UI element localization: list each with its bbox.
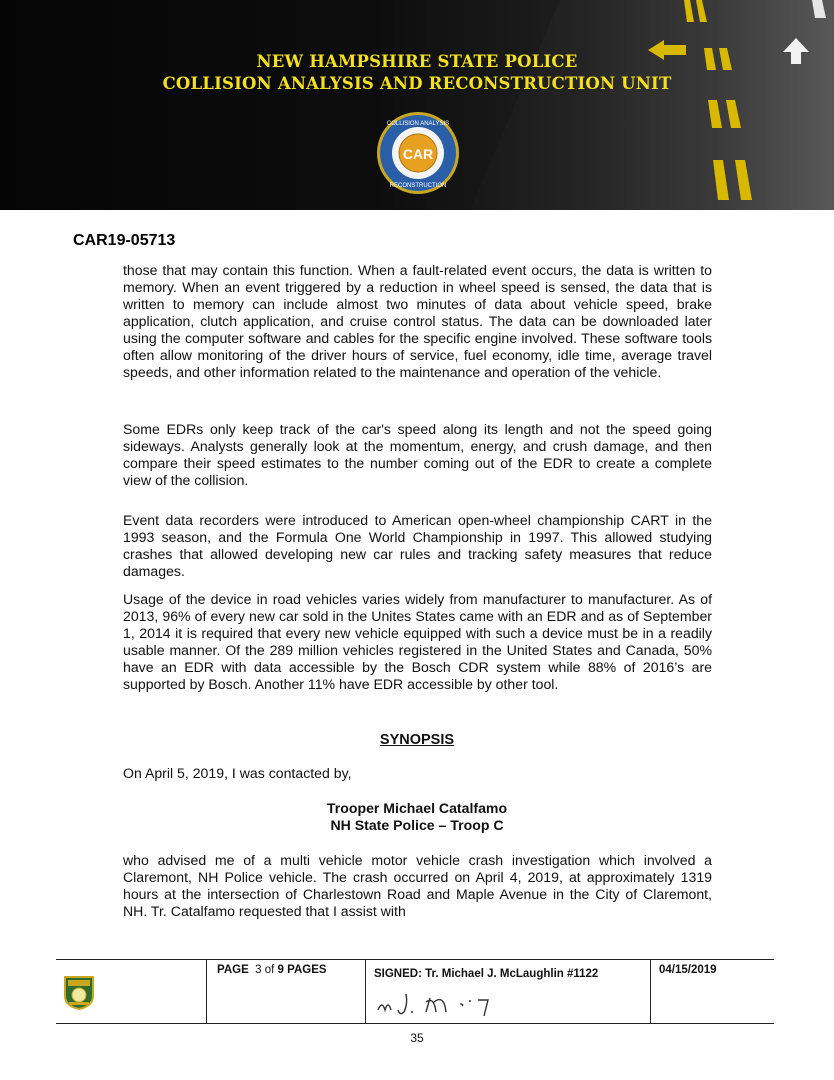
page-count-label [217, 964, 327, 976]
page-current: 3 [255, 964, 262, 976]
footer-badge-cell [56, 960, 207, 1023]
seal-ring-top-text: COLLISION ANALYSIS [386, 121, 450, 127]
synopsis-contacted: On April 5, 2019, I was contacted by, [123, 765, 352, 781]
car-unit-seal [375, 110, 461, 196]
paragraph-edr-history: Event data recorders were introduced to American open-wheel championship CART in the 1993 season, and the Formula One World Championship in 1997. This allowed studying crashes that allowed developing new car rules and tracking safety measures that reduce damages. [123, 512, 712, 579]
page-number: 35 [410, 1031, 424, 1045]
footer-signed-cell [366, 960, 651, 1023]
signed-date: 04/15/2019 [659, 964, 717, 976]
signed-label: SIGNED: Tr. Michael J. McLaughlin #1122 [374, 968, 599, 980]
contact-name: Trooper Michael Catalfamo [326, 800, 508, 816]
report-id: CAR19-05713 [73, 232, 176, 249]
footer-date-cell [651, 960, 774, 1023]
seal-ring-bottom-text: RECONSTRUCTION [389, 183, 447, 189]
footer-page-cell [207, 960, 366, 1023]
contact-unit: NH State Police – Troop C [330, 817, 504, 833]
page-word: PAGE [217, 964, 249, 976]
footer-table [56, 959, 774, 1024]
state-police-badge-icon [62, 974, 96, 1010]
header-banner [0, 0, 834, 210]
paragraph-edr-usage: Usage of the device in road vehicles varies widely from manufacturer to manufacturer. As of 2013, 96% of every new car sold in the Unites States came with an EDR and as of September 1, 2014 it is required that every new vehicle equipped with such a device must be in a readily usable manner. Of the 289 million vehicles registered in the United States and Canada, 50% have an EDR with data accessible by the Bosch CDR system while 88% of 2016’s are supported by Bosch. Another 11% have EDR accessible by other tool. [123, 591, 712, 692]
agency-title: NEW HAMPSHIRE STATE POLICE [256, 52, 578, 71]
paragraph-edr-speed: Some EDRs only keep track of the car's speed along its length and not the speed going sideways. Analysts generally look at the momentum, energy, and crush damage, and then compare their speed estimates to the number coming out of the EDR to create a complete view of the collision. [123, 421, 712, 488]
synopsis-paragraph: who advised me of a multi vehicle motor vehicle crash investigation which involved a Claremont, NH Police vehicle. The crash occurred on April 4, 2019, at approximately 1319 hours at the intersection of Charlestown Road and Maple Avenue in the City of Claremont, NH. Tr. Catalfamo requested that I assist with [123, 852, 712, 919]
seal-center-text: CAR [402, 146, 434, 162]
handwritten-signature [374, 986, 524, 1018]
unit-title: COLLISION ANALYSIS AND RECONSTRUCTION UNIT [162, 74, 672, 93]
page-of: of [264, 964, 275, 976]
page-total: 9 PAGES [277, 964, 327, 976]
synopsis-heading: SYNOPSIS [379, 732, 455, 748]
paragraph-edr-memory: those that may contain this function. When a fault-related event occurs, the data is written to memory. When an event triggered by a reduction in wheel speed is sensed, the data that is written to memory can include almost two minutes of data about vehicle speed, brake application, clutch application, and cruise control status. The data can be downloaded later using the computer software and cables for the specific engine involved. These software tools often allow monitoring of the driver hours of service, fuel economy, idle time, average travel speeds, and other information related to the maintenance and operation of the vehicle. [123, 262, 712, 380]
